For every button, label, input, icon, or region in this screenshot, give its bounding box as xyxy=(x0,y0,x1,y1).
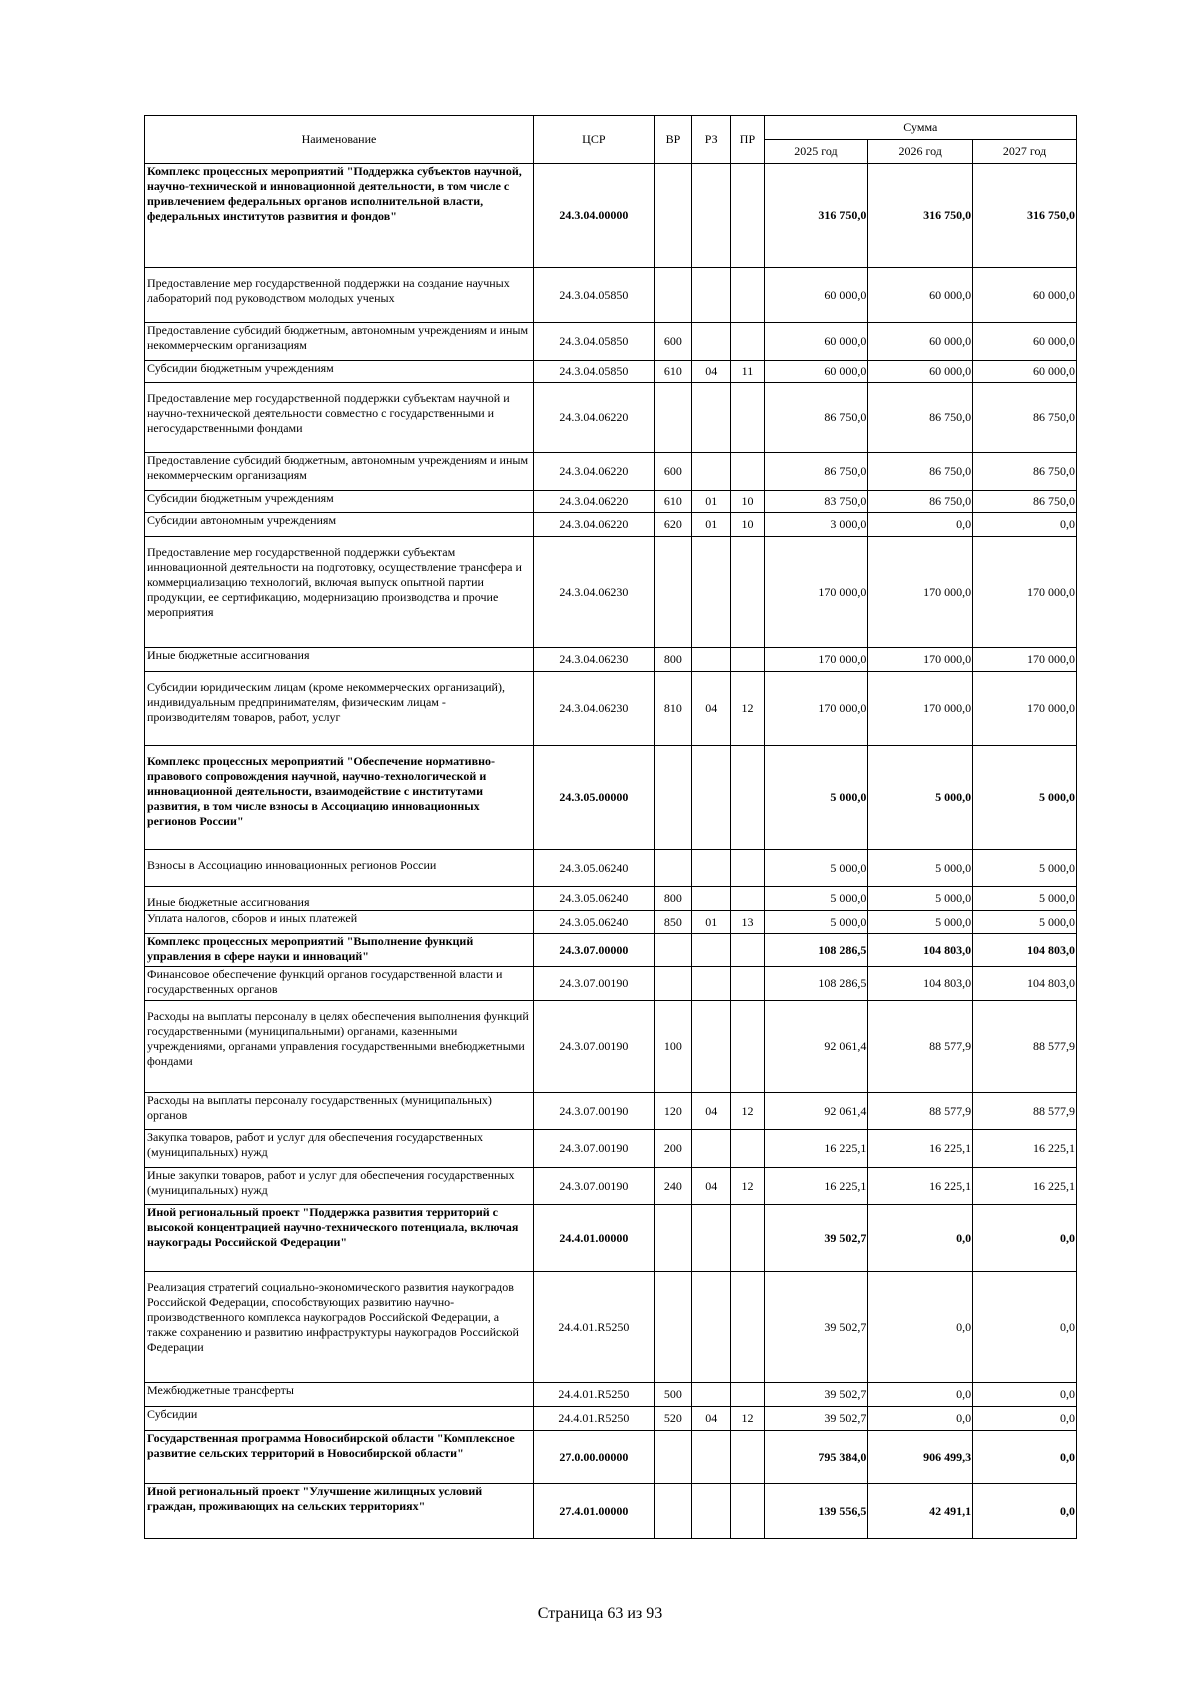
cell-sum-2027: 16 225,1 xyxy=(973,1168,1077,1205)
table-row xyxy=(145,323,1077,361)
cell-rz xyxy=(692,1205,731,1272)
cell-csr: 24.3.04.05850 xyxy=(533,323,654,361)
cell-vr: 100 xyxy=(654,1001,691,1093)
cell-sum-2026: 5 000,0 xyxy=(868,850,973,887)
cell-vr: 240 xyxy=(654,1168,691,1205)
cell-pr xyxy=(731,934,764,967)
cell-rz xyxy=(692,537,731,648)
cell-sum-2025: 86 750,0 xyxy=(764,453,868,491)
header-year-2025: 2025 год xyxy=(764,140,868,164)
cell-sum-2025: 16 225,1 xyxy=(764,1168,868,1205)
cell-rz: 04 xyxy=(692,361,731,383)
cell-sum-2025: 316 750,0 xyxy=(764,164,868,268)
cell-name: Государственная программа Новосибирской области "Комплексное развитие сельских территорий в Новосибирской области" xyxy=(145,1431,534,1484)
cell-csr: 24.3.04.06220 xyxy=(533,491,654,513)
cell-sum-2025: 83 750,0 xyxy=(764,491,868,513)
cell-csr: 27.0.00.00000 xyxy=(533,1431,654,1484)
cell-pr: 12 xyxy=(731,1407,764,1431)
cell-sum-2026: 86 750,0 xyxy=(868,491,973,513)
cell-vr xyxy=(654,1272,691,1383)
table-row xyxy=(145,911,1077,934)
cell-csr: 27.4.01.00000 xyxy=(533,1484,654,1539)
cell-pr xyxy=(731,1205,764,1272)
table-row xyxy=(145,1130,1077,1168)
cell-sum-2027: 104 803,0 xyxy=(973,934,1077,967)
budget-table xyxy=(144,115,1077,1539)
cell-pr xyxy=(731,323,764,361)
cell-vr xyxy=(654,934,691,967)
cell-pr xyxy=(731,1130,764,1168)
cell-csr: 24.4.01.00000 xyxy=(533,1205,654,1272)
table-row xyxy=(145,453,1077,491)
cell-name: Предоставление субсидий бюджетным, автономным учреждениям и иным некоммерческим организациям xyxy=(145,453,534,491)
cell-vr xyxy=(654,850,691,887)
cell-name: Комплекс процессных мероприятий "Поддержка субъектов научной, научно-технической и инновационной деятельности, в том числе с привлечением федеральных органов исполнительной власти, федеральных институтов развития и фондов" xyxy=(145,164,534,268)
cell-sum-2026: 0,0 xyxy=(868,1205,973,1272)
cell-pr xyxy=(731,850,764,887)
cell-rz: 04 xyxy=(692,1168,731,1205)
cell-vr xyxy=(654,746,691,850)
cell-pr xyxy=(731,1484,764,1539)
cell-pr: 10 xyxy=(731,491,764,513)
cell-sum-2027: 5 000,0 xyxy=(973,911,1077,934)
cell-name: Предоставление мер государственной поддержки субъектам научной и научно-технической деятельности совместно с государственными и негосударственными фондами xyxy=(145,383,534,453)
cell-sum-2027: 170 000,0 xyxy=(973,672,1077,746)
cell-sum-2025: 5 000,0 xyxy=(764,911,868,934)
cell-name: Предоставление субсидий бюджетным, автономным учреждениям и иным некоммерческим организациям xyxy=(145,323,534,361)
cell-csr: 24.3.07.00190 xyxy=(533,1168,654,1205)
cell-sum-2025: 170 000,0 xyxy=(764,648,868,672)
cell-name: Субсидии бюджетным учреждениям xyxy=(145,361,534,383)
cell-rz xyxy=(692,934,731,967)
cell-pr xyxy=(731,1001,764,1093)
cell-rz xyxy=(692,383,731,453)
cell-csr: 24.3.05.06240 xyxy=(533,911,654,934)
cell-vr xyxy=(654,967,691,1001)
cell-pr xyxy=(731,383,764,453)
cell-sum-2025: 39 502,7 xyxy=(764,1407,868,1431)
cell-vr: 610 xyxy=(654,361,691,383)
table-row xyxy=(145,672,1077,746)
table-row xyxy=(145,383,1077,453)
cell-sum-2026: 16 225,1 xyxy=(868,1168,973,1205)
cell-sum-2027: 60 000,0 xyxy=(973,361,1077,383)
cell-name: Комплекс процессных мероприятий "Выполнение функций управления в сфере науки и инноваций" xyxy=(145,934,534,967)
cell-sum-2025: 5 000,0 xyxy=(764,850,868,887)
cell-csr: 24.3.04.06220 xyxy=(533,383,654,453)
table-row xyxy=(145,1431,1077,1484)
cell-csr: 24.3.07.00190 xyxy=(533,967,654,1001)
cell-pr xyxy=(731,1431,764,1484)
cell-pr xyxy=(731,268,764,323)
cell-name: Уплата налогов, сборов и иных платежей xyxy=(145,911,534,934)
cell-sum-2025: 108 286,5 xyxy=(764,967,868,1001)
cell-sum-2027: 5 000,0 xyxy=(973,746,1077,850)
cell-sum-2026: 104 803,0 xyxy=(868,934,973,967)
header-rz: РЗ xyxy=(692,116,731,164)
cell-sum-2027: 60 000,0 xyxy=(973,323,1077,361)
cell-name: Иные закупки товаров, работ и услуг для обеспечения государственных (муниципальных) нужд xyxy=(145,1168,534,1205)
header-pr: ПР xyxy=(731,116,764,164)
cell-pr xyxy=(731,537,764,648)
table-row xyxy=(145,934,1077,967)
cell-rz xyxy=(692,746,731,850)
cell-rz xyxy=(692,850,731,887)
cell-sum-2027: 86 750,0 xyxy=(973,383,1077,453)
cell-csr: 24.4.01.R5250 xyxy=(533,1272,654,1383)
cell-csr: 24.3.07.00190 xyxy=(533,1130,654,1168)
cell-rz xyxy=(692,1431,731,1484)
cell-sum-2026: 5 000,0 xyxy=(868,911,973,934)
table-body xyxy=(145,164,1077,1539)
cell-name: Иной региональный проект "Поддержка развития территорий с высокой концентрацией научно-технического потенциала, включая наукограды Российской Федерации" xyxy=(145,1205,534,1272)
cell-rz: 01 xyxy=(692,491,731,513)
cell-sum-2025: 92 061,4 xyxy=(764,1093,868,1130)
cell-sum-2026: 60 000,0 xyxy=(868,323,973,361)
cell-sum-2027: 60 000,0 xyxy=(973,268,1077,323)
cell-name: Субсидии автономным учреждениям xyxy=(145,513,534,537)
page-number: Страница 63 из 93 xyxy=(537,1605,663,1622)
cell-sum-2025: 3 000,0 xyxy=(764,513,868,537)
table-row xyxy=(145,967,1077,1001)
cell-csr: 24.3.04.00000 xyxy=(533,164,654,268)
cell-sum-2025: 60 000,0 xyxy=(764,361,868,383)
cell-vr: 600 xyxy=(654,453,691,491)
cell-rz xyxy=(692,1272,731,1383)
table-row xyxy=(145,164,1077,268)
cell-sum-2027: 170 000,0 xyxy=(973,648,1077,672)
header-year-2026: 2026 год xyxy=(868,140,973,164)
cell-sum-2027: 0,0 xyxy=(973,1272,1077,1383)
cell-sum-2026: 0,0 xyxy=(868,1272,973,1383)
cell-csr: 24.3.05.06240 xyxy=(533,850,654,887)
cell-sum-2026: 60 000,0 xyxy=(868,361,973,383)
cell-sum-2027: 86 750,0 xyxy=(973,491,1077,513)
table-row xyxy=(145,887,1077,911)
table-row xyxy=(145,850,1077,887)
cell-sum-2025: 92 061,4 xyxy=(764,1001,868,1093)
cell-rz xyxy=(692,1130,731,1168)
cell-sum-2025: 5 000,0 xyxy=(764,746,868,850)
table-row xyxy=(145,268,1077,323)
cell-sum-2027: 170 000,0 xyxy=(973,537,1077,648)
table-row xyxy=(145,746,1077,850)
cell-vr: 120 xyxy=(654,1093,691,1130)
cell-vr xyxy=(654,1205,691,1272)
cell-sum-2027: 316 750,0 xyxy=(973,164,1077,268)
cell-sum-2025: 86 750,0 xyxy=(764,383,868,453)
cell-vr xyxy=(654,1484,691,1539)
cell-name: Предоставление мер государственной поддержки субъектам инновационной деятельности на подготовку, осуществление трансфера и коммерциализацию технологий, включая выпуск опытной партии продукции, ее сертификацию, модернизацию производства и прочие мероприятия xyxy=(145,537,534,648)
cell-sum-2027: 104 803,0 xyxy=(973,967,1077,1001)
cell-name: Расходы на выплаты персоналу в целях обеспечения выполнения функций государственными (муниципальными) органами, казенными учреждениями, органами управления государственными внебюджетными фондами xyxy=(145,1001,534,1093)
table-row xyxy=(145,1093,1077,1130)
cell-csr: 24.3.04.06220 xyxy=(533,453,654,491)
table-row xyxy=(145,1383,1077,1407)
cell-sum-2026: 316 750,0 xyxy=(868,164,973,268)
cell-name: Субсидии бюджетным учреждениям xyxy=(145,491,534,513)
cell-sum-2025: 60 000,0 xyxy=(764,323,868,361)
cell-sum-2026: 170 000,0 xyxy=(868,672,973,746)
cell-sum-2025: 795 384,0 xyxy=(764,1431,868,1484)
table-row xyxy=(145,537,1077,648)
cell-rz: 04 xyxy=(692,1093,731,1130)
cell-rz xyxy=(692,164,731,268)
cell-sum-2027: 0,0 xyxy=(973,513,1077,537)
cell-sum-2025: 60 000,0 xyxy=(764,268,868,323)
cell-csr: 24.3.05.00000 xyxy=(533,746,654,850)
table-row xyxy=(145,1407,1077,1431)
cell-sum-2027: 0,0 xyxy=(973,1431,1077,1484)
cell-vr xyxy=(654,164,691,268)
cell-sum-2026: 60 000,0 xyxy=(868,268,973,323)
table-row xyxy=(145,1168,1077,1205)
cell-csr: 24.3.05.06240 xyxy=(533,887,654,911)
cell-vr: 200 xyxy=(654,1130,691,1168)
cell-sum-2025: 5 000,0 xyxy=(764,887,868,911)
cell-vr: 520 xyxy=(654,1407,691,1431)
cell-name: Реализация стратегий социально-экономического развития наукоградов Российской Федерации, способствующих развитию научно-производственного комплекса наукоградов Российской Федерации, а также сохранению и развитию инфраструктуры наукоградов Российской Федерации xyxy=(145,1272,534,1383)
cell-sum-2027: 16 225,1 xyxy=(973,1130,1077,1168)
cell-csr: 24.3.04.06230 xyxy=(533,537,654,648)
cell-vr: 610 xyxy=(654,491,691,513)
cell-name: Субсидии xyxy=(145,1407,534,1431)
cell-sum-2026: 170 000,0 xyxy=(868,537,973,648)
cell-rz xyxy=(692,323,731,361)
cell-pr: 11 xyxy=(731,361,764,383)
cell-rz xyxy=(692,967,731,1001)
cell-vr xyxy=(654,537,691,648)
cell-vr: 500 xyxy=(654,1383,691,1407)
cell-vr xyxy=(654,268,691,323)
cell-vr: 620 xyxy=(654,513,691,537)
header-vr: ВР xyxy=(654,116,691,164)
cell-pr xyxy=(731,453,764,491)
cell-vr: 600 xyxy=(654,323,691,361)
cell-csr: 24.3.07.00000 xyxy=(533,934,654,967)
cell-pr: 12 xyxy=(731,1168,764,1205)
cell-sum-2027: 0,0 xyxy=(973,1383,1077,1407)
cell-name: Финансовое обеспечение функций органов государственной власти и государственных органов xyxy=(145,967,534,1001)
cell-sum-2026: 16 225,1 xyxy=(868,1130,973,1168)
cell-sum-2027: 88 577,9 xyxy=(973,1001,1077,1093)
cell-pr xyxy=(731,967,764,1001)
cell-sum-2026: 0,0 xyxy=(868,1383,973,1407)
cell-sum-2025: 139 556,5 xyxy=(764,1484,868,1539)
cell-sum-2025: 108 286,5 xyxy=(764,934,868,967)
cell-sum-2027: 5 000,0 xyxy=(973,850,1077,887)
cell-csr: 24.3.07.00190 xyxy=(533,1093,654,1130)
cell-sum-2027: 86 750,0 xyxy=(973,453,1077,491)
cell-sum-2027: 5 000,0 xyxy=(973,887,1077,911)
cell-csr: 24.3.04.05850 xyxy=(533,361,654,383)
cell-sum-2026: 5 000,0 xyxy=(868,746,973,850)
cell-sum-2026: 0,0 xyxy=(868,513,973,537)
cell-sum-2025: 170 000,0 xyxy=(764,672,868,746)
cell-rz: 04 xyxy=(692,672,731,746)
cell-sum-2026: 86 750,0 xyxy=(868,383,973,453)
cell-vr: 800 xyxy=(654,648,691,672)
cell-sum-2027: 0,0 xyxy=(973,1205,1077,1272)
cell-rz: 01 xyxy=(692,513,731,537)
cell-sum-2026: 88 577,9 xyxy=(868,1001,973,1093)
table-row xyxy=(145,1484,1077,1539)
cell-name: Межбюджетные трансферты xyxy=(145,1383,534,1407)
cell-pr: 10 xyxy=(731,513,764,537)
cell-pr xyxy=(731,164,764,268)
cell-sum-2026: 5 000,0 xyxy=(868,887,973,911)
cell-csr: 24.4.01.R5250 xyxy=(533,1407,654,1431)
cell-pr: 13 xyxy=(731,911,764,934)
cell-sum-2025: 16 225,1 xyxy=(764,1130,868,1168)
cell-vr: 850 xyxy=(654,911,691,934)
cell-name: Предоставление мер государственной поддержки на создание научных лабораторий под руководством молодых ученых xyxy=(145,268,534,323)
cell-csr: 24.3.07.00190 xyxy=(533,1001,654,1093)
table-header xyxy=(145,116,1077,164)
table-row xyxy=(145,361,1077,383)
cell-csr: 24.3.04.06220 xyxy=(533,513,654,537)
cell-sum-2026: 86 750,0 xyxy=(868,453,973,491)
cell-pr xyxy=(731,746,764,850)
cell-pr xyxy=(731,1272,764,1383)
cell-rz xyxy=(692,453,731,491)
cell-csr: 24.4.01.R5250 xyxy=(533,1383,654,1407)
cell-csr: 24.3.04.06230 xyxy=(533,648,654,672)
cell-rz: 01 xyxy=(692,911,731,934)
cell-rz xyxy=(692,648,731,672)
cell-sum-2026: 42 491,1 xyxy=(868,1484,973,1539)
cell-name: Взносы в Ассоциацию инновационных регионов России xyxy=(145,850,534,887)
cell-sum-2025: 39 502,7 xyxy=(764,1383,868,1407)
table-row xyxy=(145,1001,1077,1093)
cell-rz xyxy=(692,1001,731,1093)
cell-sum-2025: 39 502,7 xyxy=(764,1205,868,1272)
cell-pr: 12 xyxy=(731,672,764,746)
header-sum: Сумма xyxy=(764,116,1076,140)
table-row xyxy=(145,491,1077,513)
cell-rz xyxy=(692,1383,731,1407)
table-row xyxy=(145,1205,1077,1272)
cell-sum-2025: 39 502,7 xyxy=(764,1272,868,1383)
cell-sum-2026: 170 000,0 xyxy=(868,648,973,672)
cell-pr xyxy=(731,887,764,911)
cell-name: Расходы на выплаты персоналу государственных (муниципальных) органов xyxy=(145,1093,534,1130)
cell-pr xyxy=(731,648,764,672)
cell-name: Комплекс процессных мероприятий "Обеспечение нормативно-правового сопровождения научной, научно-технологической и инновационной деятельности, взаимодействие с институтами развития, в том числе взносы в Ассоциацию инновационных регионов России" xyxy=(145,746,534,850)
cell-sum-2027: 0,0 xyxy=(973,1484,1077,1539)
cell-rz xyxy=(692,268,731,323)
header-name: Наименование xyxy=(145,116,534,164)
cell-sum-2026: 104 803,0 xyxy=(868,967,973,1001)
cell-vr xyxy=(654,1431,691,1484)
cell-rz xyxy=(692,1484,731,1539)
cell-pr: 12 xyxy=(731,1093,764,1130)
table-row xyxy=(145,1272,1077,1383)
cell-pr xyxy=(731,1383,764,1407)
cell-name: Иные бюджетные ассигнования xyxy=(145,887,534,911)
cell-sum-2026: 0,0 xyxy=(868,1407,973,1431)
table-row xyxy=(145,648,1077,672)
cell-name: Субсидии юридическим лицам (кроме некоммерческих организаций), индивидуальным предпринимателям, физическим лицам - производителям товаров, работ, услуг xyxy=(145,672,534,746)
cell-csr: 24.3.04.05850 xyxy=(533,268,654,323)
cell-sum-2027: 0,0 xyxy=(973,1407,1077,1431)
cell-csr: 24.3.04.06230 xyxy=(533,672,654,746)
cell-vr: 810 xyxy=(654,672,691,746)
cell-name: Закупка товаров, работ и услуг для обеспечения государственных (муниципальных) нужд xyxy=(145,1130,534,1168)
header-csr: ЦСР xyxy=(533,116,654,164)
cell-rz xyxy=(692,887,731,911)
cell-sum-2026: 88 577,9 xyxy=(868,1093,973,1130)
table-row xyxy=(145,513,1077,537)
cell-sum-2026: 906 499,3 xyxy=(868,1431,973,1484)
cell-sum-2027: 88 577,9 xyxy=(973,1093,1077,1130)
cell-vr xyxy=(654,383,691,453)
cell-sum-2025: 170 000,0 xyxy=(764,537,868,648)
cell-rz: 04 xyxy=(692,1407,731,1431)
header-year-2027: 2027 год xyxy=(973,140,1077,164)
cell-name: Иные бюджетные ассигнования xyxy=(145,648,534,672)
cell-name: Иной региональный проект "Улучшение жилищных условий граждан, проживающих на сельских территориях" xyxy=(145,1484,534,1539)
cell-vr: 800 xyxy=(654,887,691,911)
